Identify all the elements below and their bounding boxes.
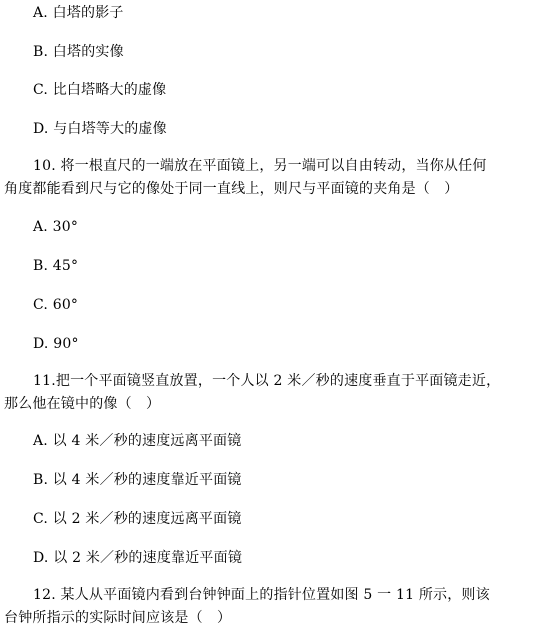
q11-option-d: D. 以 2 米／秒的速度靠近平面镜 (33, 550, 243, 566)
q12-stem-line1: 12. 某人从平面镜内看到台钟钟面上的指针位置如图 5 一 11 所示，则该 (33, 587, 490, 603)
q11-option-c: C. 以 2 米／秒的速度远离平面镜 (33, 511, 242, 527)
q11-option-b: B. 以 4 米／秒的速度靠近平面镜 (33, 472, 242, 488)
q9-option-d: D. 与白塔等大的虚像 (33, 121, 167, 137)
q10-option-d: D. 90° (33, 336, 79, 352)
q9-option-b: B. 白塔的实像 (33, 44, 124, 60)
q12-stem-line2: 台钟所指示的实际时间应该是（ ） (4, 610, 232, 626)
q10-stem-line1: 10. 将一根直尺的一端放在平面镜上，另一端可以自由转动，当你从任何 (33, 158, 487, 174)
q11-stem-line2: 那么他在镜中的像（ ） (4, 396, 161, 412)
q10-option-b: B. 45° (33, 258, 79, 274)
q9-option-a: A. 白塔的影子 (33, 5, 124, 21)
q11-stem-line1: 11.把一个平面镜竖直放置，一个人以 2 米／秒的速度垂直于平面镜走近， (33, 373, 501, 389)
q10-option-c: C. 60° (33, 297, 79, 313)
q11-option-a: A. 以 4 米／秒的速度远离平面镜 (33, 433, 242, 449)
q10-stem-line2: 角度都能看到尺与它的像处于同一直线上，则尺与平面镜的夹角是（ ） (4, 181, 459, 197)
q9-option-c: C. 比白塔略大的虚像 (33, 82, 167, 98)
q10-option-a: A. 30° (33, 219, 79, 235)
